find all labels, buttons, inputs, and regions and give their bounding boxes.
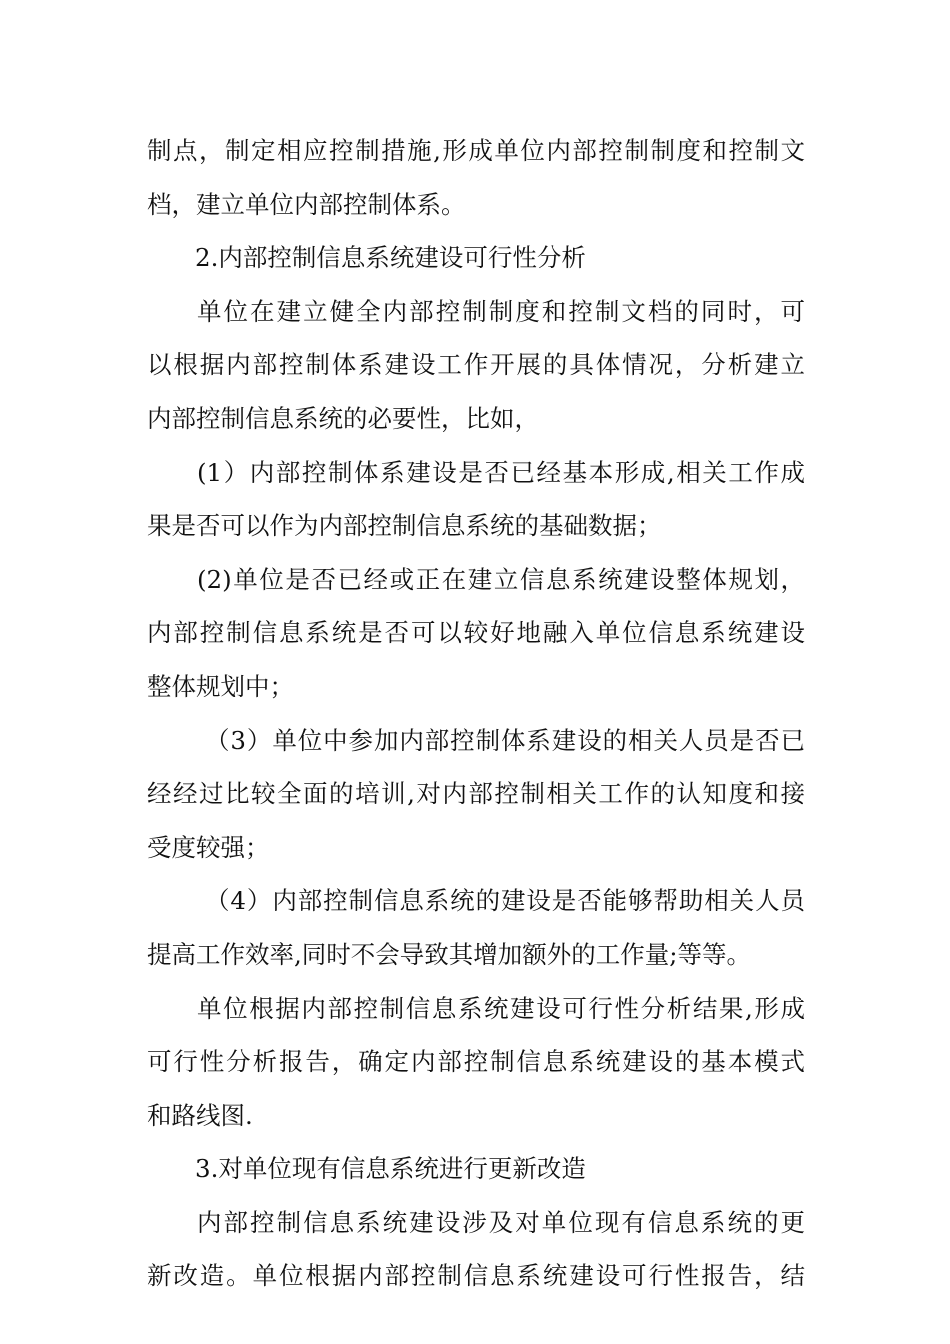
- list-item-line: 果是否可以作为内部控制信息系统的基础数据；: [147, 511, 662, 541]
- paragraph-line: 单位在建立健全内部控制制度和控制文档的同时，可: [197, 296, 805, 326]
- list-item-line: （4）内部控制信息系统的建设是否能够帮助相关人员: [205, 886, 805, 916]
- paragraph-line: 和路线图.: [147, 1100, 253, 1130]
- paragraph-line: 制点，制定相应控制措施,形成单位内部控制制度和控制文: [147, 136, 805, 165]
- list-item-line: (1）内部控制体系建设是否已经基本形成,相关工作成: [197, 457, 805, 487]
- list-item-line: 整体规划中；: [147, 671, 294, 701]
- list-item-line: 提高工作效率,同时不会导致其增加额外的工作量;等等。: [147, 939, 752, 969]
- list-item-line: 经经过比较全面的培训,对内部控制相关工作的认知度和接: [147, 779, 805, 809]
- paragraph-line: 档，建立单位内部控制体系。: [147, 189, 466, 219]
- paragraph-line: 内部控制信息系统的必要性，比如，: [147, 403, 539, 433]
- paragraph-line: 可行性分析报告，确定内部控制信息系统建设的基本模式: [147, 1047, 805, 1077]
- paragraph-line: 新改造。单位根据内部控制信息系统建设可行性报告，结: [147, 1261, 805, 1291]
- section-heading: 2.内部控制信息系统建设可行性分析: [195, 243, 586, 273]
- list-item-line: 内部控制信息系统是否可以较好地融入单位信息系统建设: [147, 618, 805, 648]
- paragraph-line: 单位根据内部控制信息系统建设可行性分析结果,形成: [197, 993, 805, 1023]
- document-page: [147, 124, 805, 1303]
- list-item-line: (2)单位是否已经或正在建立信息系统建设整体规划，: [197, 564, 805, 594]
- list-item-line: （3）单位中参加内部控制体系建设的相关人员是否已: [205, 725, 805, 755]
- paragraph-line: 以根据内部控制体系建设工作开展的具体情况，分析建立: [147, 350, 805, 380]
- section-heading: 3.对单位现有信息系统进行更新改造: [195, 1154, 586, 1184]
- paragraph-line: 内部控制信息系统建设涉及对单位现有信息系统的更: [197, 1207, 805, 1237]
- list-item-line: 受度较强；: [147, 832, 270, 862]
